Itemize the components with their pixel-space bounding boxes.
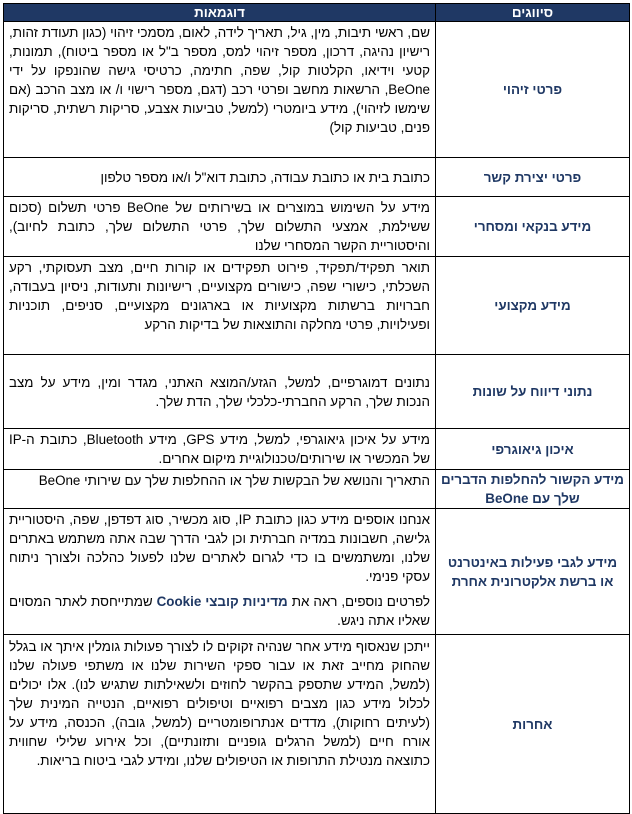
category-cell: פרטי זיהוי (436, 22, 630, 158)
examples-cell: נתונים דמוגרפיים, למשל, הגזע/המוצא האתני, מגדר ומין, מידע על מצב הנכות שלך, הרקע החברתי-כלכלי שלך, הדת שלך. (4, 355, 436, 429)
personal-data-categories-table (3, 3, 630, 814)
table-row (4, 158, 630, 197)
examples-cell: מידע על איכון גיאוגרפי, למשל, מידע GPS, מידע Bluetooth, כתובת ה-IP של המכשיר או שירותים/טכנולוגיית מיקום אחרים. (4, 429, 436, 470)
header-categories: סיווגים (436, 4, 630, 22)
category-cell: אחרות (436, 635, 630, 814)
category-cell: פרטי יצירת קשר (436, 158, 630, 197)
examples-cell: מידע על השימוש במוצרים או בשירותים של BeOne פרטי תשלום (סכום ששילמת, אמצעי התשלום שלך, פרטי התשלום שלך, כתובת לחיוב), והיסטוריית הקשר המסחרי שלנו (4, 197, 436, 257)
table-row (4, 509, 630, 635)
table-row (4, 22, 630, 158)
category-cell: מידע לגבי פעילות באינטרנט או ברשת אלקטרונית אחרת (436, 509, 630, 635)
header-examples: דוגמאות (4, 4, 436, 22)
examples-cell: התאריך והנושא של הבקשות שלך או ההחלפות שלך עם שירותי BeOne (4, 470, 436, 509)
examples-paragraph: אנחנו אוספים מידע כגון כתובת IP, סוג מכשיר, סוג דפדפן, שפה, היסטוריית גלישה, חשבונות במדיה חברתית וכן לגבי הדרך שבה אתה משתמש באתרים שלנו, ומשתמשים בו כדי לגרום לאתרים שלנו לפעול כהלכה ולצורך ניתוח עסקי פנימי. (9, 512, 430, 584)
category-cell: איכון גיאוגרפי (436, 429, 630, 470)
header-row (4, 4, 630, 22)
table-row (4, 197, 630, 257)
examples-cell: שם, ראשי תיבות, מין, גיל, תאריך לידה, לאום, מסמכי זיהוי (כגון תעודת זהות, רישיון נהיגה, דרכון, מספר זיהוי למס, מספר ב"ל או מספר ביטוח), תמונות, קטעי וידיאו, הקלטות קול, שפה, חתימה, כרטיסי גישה שהונפקו על ידי BeOne, הרשאות מחשב ופרטי רכב (דגם, מספר רישוי ו/ או מצב הרכב (אם שימשו לזיהוי), מידע ביומטרי (למשל, טביעות אצבע, סריקות רשתית, סריקות פנים, טביעות קול) (4, 22, 436, 158)
examples-2-post: שמתייחסת לאתר המסוים שאליו אתה ניגש. (9, 594, 430, 628)
examples-cell: כתובת בית או כתובת עבודה, כתובת דוא"ל ו/או מספר טלפון (4, 158, 436, 197)
examples-cell: תואר תפקיד/תפקיד, פירוט תפקידים או קורות חיים, מצב תעסוקתי, רקע השכלתי, כישורי שפה, כישורים מקצועיים, רישיונות ותעודות, ניסיון בעבודה, חברויות ברשתות מקצועיות או בארגונים מקצועיים, סניפים, תוכניות ופעילויות, פרטי מחלקה והתוצאות של בדיקות הרקע (4, 257, 436, 355)
category-cell: נתוני דיווח על שונות (436, 355, 630, 429)
category-cell: מידע בנקאי ומסחרי (436, 197, 630, 257)
examples-paragraph-2 (9, 592, 430, 630)
cookie-policy-link[interactable]: מדיניות קובצי Cookie (156, 594, 288, 609)
table-row (4, 355, 630, 429)
table-row (4, 635, 630, 814)
category-cell: מידע הקשור להחלפות הדברים שלך עם BeOne (436, 470, 630, 509)
table-row (4, 429, 630, 470)
table-row (4, 257, 630, 355)
examples-cell: ייתכן שנאסוף מידע אחר שנהיה זקוקים לו לצורך פעולות גומלין איתך או בגלל שהחוק מחייב זאת או עבור ספקי השירות שלנו או משתפי פעולה שלנו (למשל, המידע שתספק בהקשר לחוזים ולשאילתות שתגיש לנו). אלו יכולים לכלול מידע כגון מצבים רפואיים וטיפולים רפואיים, הנטייה המינית שלך (לעיתים רחוקות), מדדים אנתרופומטריים (למשל, גובה), הכנסה, מידע על אורח חיים (למשל הרגלים גופניים ותזונתיים), וכל אירוע שלילי שחווית כתוצאה מנטילת התרופות או הטיפולים שלנו, ומידע לגבי ביטוח בריאות. (4, 635, 436, 814)
category-cell: מידע מקצועי (436, 257, 630, 355)
table-row (4, 470, 630, 509)
examples-cell (4, 509, 436, 635)
examples-2-pre: לפרטים נוספים, ראה את (291, 594, 430, 609)
